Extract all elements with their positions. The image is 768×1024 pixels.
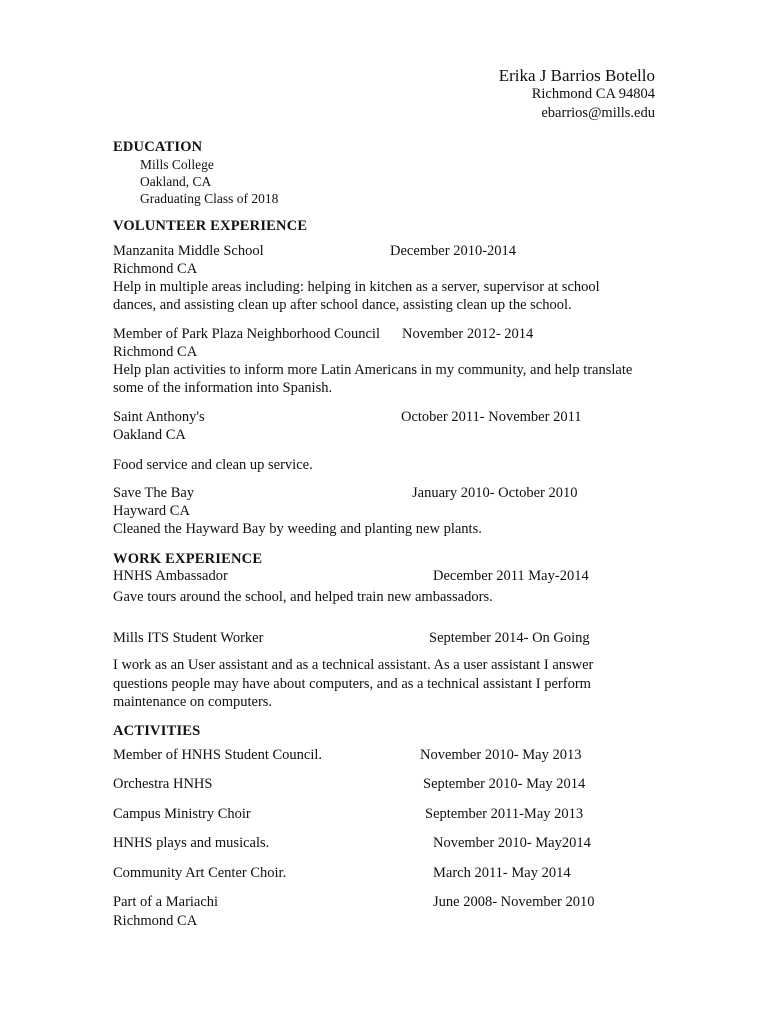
volunteer-description: Food service and clean up service. [113,457,313,473]
work-description: questions people may have about computers, and as a technical assistant I perform [113,676,591,692]
volunteer-dates: December 2010-2014 [390,243,517,259]
volunteer-org: Manzanita Middle School [113,243,264,259]
education-graduation: Graduating Class of 2018 [140,191,279,206]
volunteer-org: Save The Bay [113,485,195,501]
work-dates: December 2011 May-2014 [433,568,589,584]
volunteer-description: Help plan activities to inform more Latin Americans in my community, and help translate [113,362,633,378]
work-heading: WORK EXPERIENCE [113,551,263,567]
activity-name: Campus Ministry Choir [113,806,251,822]
applicant-name: Erika J Barrios Botello [498,66,655,85]
volunteer-heading: VOLUNTEER EXPERIENCE [113,218,308,234]
activity-dates: November 2010- May2014 [433,835,591,851]
activity-location: Richmond CA [113,913,198,929]
work-description: maintenance on computers. [113,694,273,710]
education-heading: EDUCATION [113,139,203,155]
volunteer-location: Richmond CA [113,344,198,360]
activity-name: Member of HNHS Student Council. [113,747,323,763]
volunteer-dates: October 2011- November 2011 [401,409,582,425]
activity-dates: September 2010- May 2014 [423,776,586,792]
volunteer-dates: January 2010- October 2010 [412,485,578,501]
volunteer-org: Saint Anthony's [113,409,205,425]
volunteer-dates: November 2012- 2014 [402,326,534,342]
activity-name: Orchestra HNHS [113,776,213,792]
volunteer-description: some of the information into Spanish. [113,380,333,396]
applicant-address: Richmond CA 94804 [531,86,655,102]
work-dates: September 2014- On Going [429,630,590,646]
activities-heading: ACTIVITIES [113,723,201,739]
volunteer-description: Cleaned the Hayward Bay by weeding and planting new plants. [113,521,482,537]
activity-dates: November 2010- May 2013 [420,747,582,763]
activity-name: HNHS plays and musicals. [113,835,270,851]
education-school: Mills College [140,157,214,172]
volunteer-location: Richmond CA [113,261,198,277]
work-role: HNHS Ambassador [113,568,228,584]
activity-dates: March 2011- May 2014 [433,865,571,881]
applicant-email: ebarrios@mills.edu [541,105,655,121]
activity-dates: June 2008- November 2010 [433,894,595,910]
work-role: Mills ITS Student Worker [113,630,264,646]
volunteer-description: dances, and assisting clean up after school dance, assisting clean up the school. [113,297,572,313]
activity-dates: September 2011-May 2013 [425,806,584,822]
education-location: Oakland, CA [140,174,212,189]
work-description: Gave tours around the school, and helped train new ambassadors. [113,589,493,605]
volunteer-location: Oakland CA [113,427,186,443]
work-description: I work as an User assistant and as a technical assistant. As a user assistant I answer [113,657,594,673]
activity-name: Community Art Center Choir. [113,865,287,881]
volunteer-description: Help in multiple areas including: helping in kitchen as a server, supervisor at school [113,279,600,295]
volunteer-location: Hayward CA [113,503,190,519]
activity-name: Part of a Mariachi [113,894,219,910]
volunteer-org: Member of Park Plaza Neighborhood Council [113,326,380,342]
